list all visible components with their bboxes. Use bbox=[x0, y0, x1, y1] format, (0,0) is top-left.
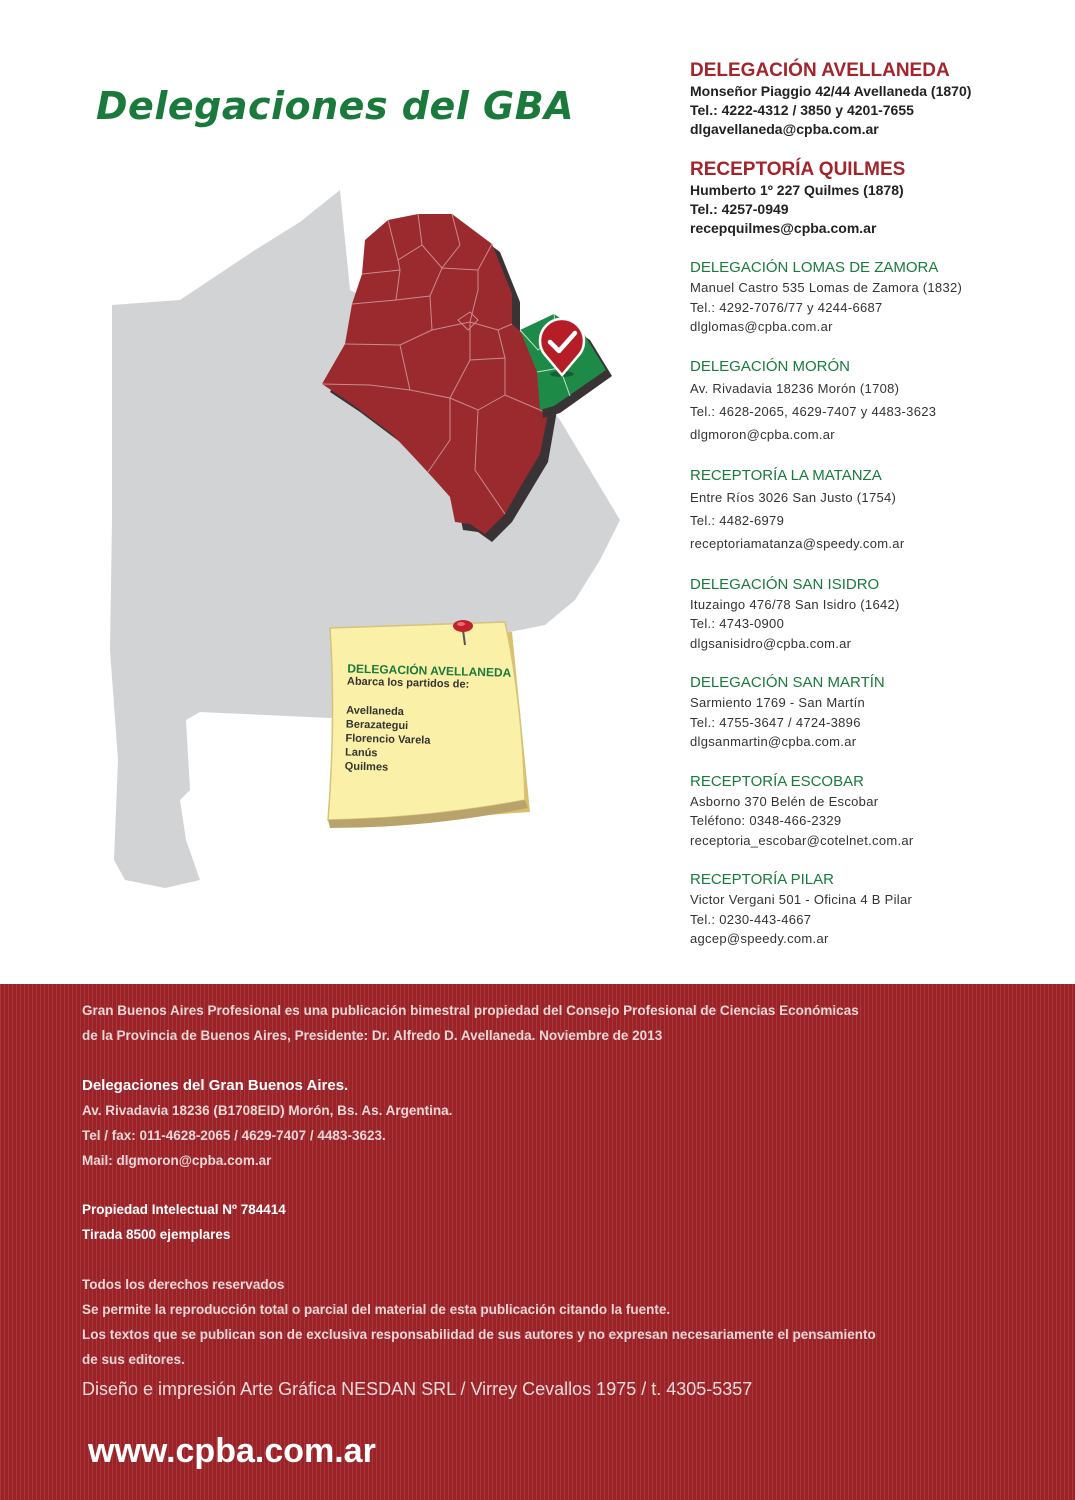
office-phone: Tel.: 4257-0949 bbox=[690, 201, 789, 217]
office-phone: Tel.: 4755-3647 / 4724-3896 bbox=[690, 714, 861, 730]
office-la-matanza bbox=[690, 466, 1050, 555]
office-address: Manuel Castro 535 Lomas de Zamora (1832) bbox=[690, 280, 963, 295]
publication-line: Gran Buenos Aires Profesional es una publicación bimestral propiedad del Consejo Profesional de Ciencias Económicas bbox=[82, 1003, 859, 1018]
office-email[interactable]: dlgavellaneda@cpba.com.ar bbox=[690, 121, 879, 137]
disclaimer-line: Los textos que se publican son de exclusiva responsabilidad de sus autores y no expresan necesariamente el pensamiento bbox=[82, 1327, 876, 1342]
office-address: Entre Ríos 3026 San Justo (1754) bbox=[690, 489, 897, 505]
office-phone: Tel.: 4292-7076/77 y 4244-6687 bbox=[690, 299, 883, 315]
footer-publication bbox=[82, 998, 982, 1048]
office-lomas-de-zamora bbox=[690, 258, 1050, 337]
office-address: Sarmiento 1769 - San Martín bbox=[690, 695, 866, 710]
intellectual-property: Propiedad Intelectual Nº 784414 bbox=[82, 1202, 286, 1217]
office-email[interactable]: dlgsanmartin@cpba.com.ar bbox=[690, 734, 857, 749]
footer-mail[interactable]: Mail: dlgmoron@cpba.com.ar bbox=[82, 1153, 272, 1168]
office-address: Asborno 370 Belén de Escobar bbox=[690, 793, 879, 809]
footer-rights bbox=[82, 1272, 982, 1372]
office-avellaneda bbox=[690, 60, 1050, 139]
footer-contact bbox=[82, 1073, 982, 1173]
disclaimer-line: de sus editores. bbox=[82, 1352, 185, 1367]
office-email[interactable]: receptoriamatanza@speedy.com.ar bbox=[690, 535, 905, 551]
office-escobar bbox=[690, 772, 1050, 851]
gba-map bbox=[100, 180, 660, 900]
partido-item: Lanús bbox=[344, 746, 378, 760]
office-email[interactable]: dlglomas@cpba.com.ar bbox=[690, 319, 833, 334]
print-credit: Diseño e impresión Arte Gráfica NESDAN SRL / Virrey Cevallos 1975 / t. 4305-5357 bbox=[82, 1379, 753, 1399]
delegations-title: Delegaciones del Gran Buenos Aires. bbox=[82, 1077, 349, 1094]
office-phone: Tel.: 4482-6979 bbox=[690, 512, 785, 528]
rights-reserved: Todos los derechos reservados bbox=[82, 1277, 285, 1292]
office-phone: Tel.: 4222-4312 / 3850 y 4201-7655 bbox=[690, 102, 914, 118]
note-subheading: Abarca los partidos de: bbox=[346, 675, 470, 691]
footer-legal bbox=[82, 1197, 982, 1247]
office-name: RECEPTORÍA PILAR bbox=[690, 871, 834, 888]
office-email[interactable]: recepquilmes@cpba.com.ar bbox=[690, 220, 877, 236]
partido-item: Florencio Varela bbox=[345, 732, 431, 747]
office-name: RECEPTORÍA LA MATANZA bbox=[690, 466, 882, 484]
offices-list bbox=[690, 60, 1050, 969]
office-san-isidro bbox=[690, 575, 1050, 654]
partido-item: Avellaneda bbox=[346, 704, 405, 719]
office-address: Ituzaingo 476/78 San Isidro (1642) bbox=[690, 596, 900, 612]
office-name: RECEPTORÍA ESCOBAR bbox=[690, 772, 864, 790]
note-heading: DELEGACIÓN AVELLANEDA bbox=[347, 661, 512, 680]
office-email[interactable]: dlgmoron@cpba.com.ar bbox=[690, 426, 835, 442]
print-run: Tirada 8500 ejemplares bbox=[82, 1227, 231, 1242]
office-moron bbox=[690, 357, 1050, 446]
office-address: Monseñor Piaggio 42/44 Avellaneda (1870) bbox=[690, 83, 972, 99]
office-address: Victor Vergani 501 - Oficina 4 B Pilar bbox=[690, 892, 913, 907]
footer-address: Av. Rivadavia 18236 (B1708EID) Morón, Bs. As. Argentina. bbox=[82, 1103, 453, 1118]
office-name: DELEGACIÓN MORÓN bbox=[690, 357, 851, 375]
reproduction-notice: Se permite la reproducción total o parcial del material de esta publicación citando la fuente. bbox=[82, 1302, 671, 1317]
office-phone: Tel.: 4743-0900 bbox=[690, 616, 785, 631]
partido-item: Berazategui bbox=[345, 718, 409, 733]
office-phone: Teléfono: 0348-466-2329 bbox=[690, 813, 842, 828]
sticky-note-content bbox=[345, 662, 538, 779]
website-link[interactable]: www.cpba.com.ar bbox=[88, 1432, 376, 1470]
office-email[interactable]: dlgsanisidro@cpba.com.ar bbox=[690, 635, 852, 651]
office-email[interactable]: agcep@speedy.com.ar bbox=[690, 931, 829, 946]
office-email[interactable]: receptoria_escobar@cotelnet.com.ar bbox=[690, 832, 914, 848]
publication-line: de la Provincia de Buenos Aires, Presidente: Dr. Alfredo D. Avellaneda. Noviembre de 2013 bbox=[82, 1028, 663, 1043]
page-title: Delegaciones del GBA bbox=[96, 84, 575, 128]
partidos-list bbox=[345, 704, 537, 779]
office-phone: Tel.: 0230-443-4667 bbox=[690, 911, 812, 927]
office-phone: Tel.: 4628-2065, 4629-7407 y 4483-3623 bbox=[690, 403, 937, 419]
office-address: Av. Rivadavia 18236 Morón (1708) bbox=[690, 380, 900, 396]
office-quilmes bbox=[690, 159, 1050, 238]
office-name: DELEGACIÓN LOMAS DE ZAMORA bbox=[690, 259, 939, 276]
footer-phone: Tel / fax: 011-4628-2065 / 4629-7407 / 4483-3623. bbox=[82, 1128, 386, 1143]
office-name: RECEPTORÍA QUILMES bbox=[690, 159, 906, 180]
partido-item: Quilmes bbox=[344, 760, 389, 774]
office-address: Humberto 1º 227 Quilmes (1878) bbox=[690, 182, 904, 198]
office-name: DELEGACIÓN SAN MARTÍN bbox=[690, 674, 885, 691]
office-san-martin bbox=[690, 673, 1050, 752]
office-pilar bbox=[690, 870, 1050, 949]
office-name: DELEGACIÓN SAN ISIDRO bbox=[690, 575, 880, 593]
office-name: DELEGACIÓN AVELLANEDA bbox=[690, 60, 950, 81]
